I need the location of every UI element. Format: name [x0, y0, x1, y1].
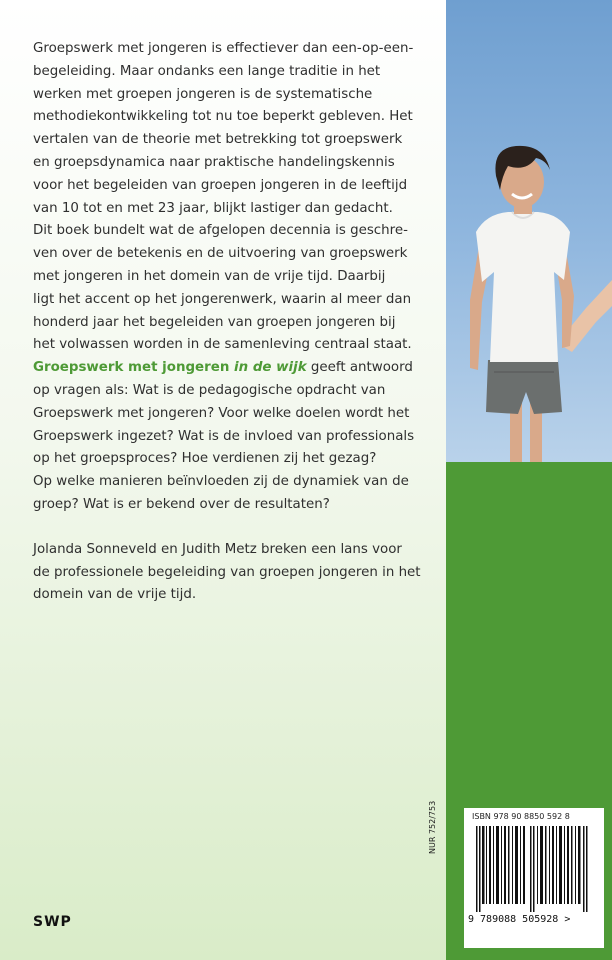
book-title: Groepswerk met jongeren: [33, 360, 235, 376]
closing-line: Jolanda Sonneveld en Judith Metz breken een lans voor: [33, 541, 402, 557]
question-line: Groepswerk met jongeren? Voor welke doelen wordt het: [33, 405, 410, 421]
closing-line: de professionele begeleiding van groepen jongeren in het: [33, 564, 421, 580]
isbn-label: ISBN 978 90 8850 592 8: [472, 812, 570, 821]
question-line: groep? Wat is er bekend over de resultaten?: [33, 496, 330, 512]
teenager-photo: [446, 0, 612, 462]
highlight-rest: geeft antwoord: [306, 360, 413, 376]
question-line: op het groepsproces? Hoe verdienen zij het gezag?: [33, 451, 377, 467]
blurb-line: ligt het accent op het jongerenwerk, waarin al meer dan: [33, 291, 412, 307]
blurb-line: Dit boek bundelt wat de afgelopen decennia is geschre-: [33, 223, 408, 239]
blurb-line: ven over de betekenis en de uitvoering van groepswerk: [33, 246, 408, 262]
blurb-line: het volwassen worden in de samenleving centraal staat.: [33, 337, 412, 353]
barcode-digits: 9 789088 505928 >: [468, 914, 571, 925]
barcode: [472, 826, 598, 912]
back-cover-blurb: [33, 38, 443, 607]
blurb-line: Groepswerk met jongeren is effectiever dan een-op-een-: [33, 41, 414, 56]
blurb-line: werken met groepen jongeren is de systematische: [33, 86, 373, 102]
blurb-line: vertalen van de theorie met betrekking tot groepswerk: [33, 132, 403, 148]
closing-line: domein van de vrije tijd.: [33, 587, 197, 603]
blurb-line: begeleiding. Maar ondanks een lange traditie in het: [33, 63, 381, 79]
blurb-line: met jongeren in het domein van de vrije tijd. Daarbij: [33, 268, 386, 284]
question-line: Groepswerk ingezet? Wat is de invloed van professionals: [33, 428, 415, 444]
blurb-line: van 10 tot en met 23 jaar, blijkt lastiger dan gedacht.: [33, 200, 393, 216]
highlight-line: [33, 357, 443, 380]
barcode-panel: [464, 808, 604, 948]
blurb-line: en groepsdynamica naar praktische handelingskennis: [33, 154, 395, 170]
closing-paragraph: [33, 539, 443, 607]
nur-code: NUR 752/753: [428, 800, 437, 854]
publisher-logo: SWP: [33, 914, 72, 930]
sky-photo: [446, 0, 612, 462]
book-title-italic: in de wijk: [234, 360, 307, 376]
blurb-line: honderd jaar het begeleiden van groepen jongeren bij: [33, 314, 396, 330]
website-url: www.swpbook.com: [480, 938, 557, 947]
blurb-line: voor het begeleiden van groepen jongeren in de leeftijd: [33, 177, 408, 193]
blurb-line: methodiekontwikkeling tot nu toe beperkt gebleven. Het: [33, 109, 413, 125]
question-line: Op welke manieren beïnvloeden zij de dynamiek van de: [33, 474, 409, 490]
question-line: op vragen als: Wat is de pedagogische opdracht van: [33, 382, 386, 398]
